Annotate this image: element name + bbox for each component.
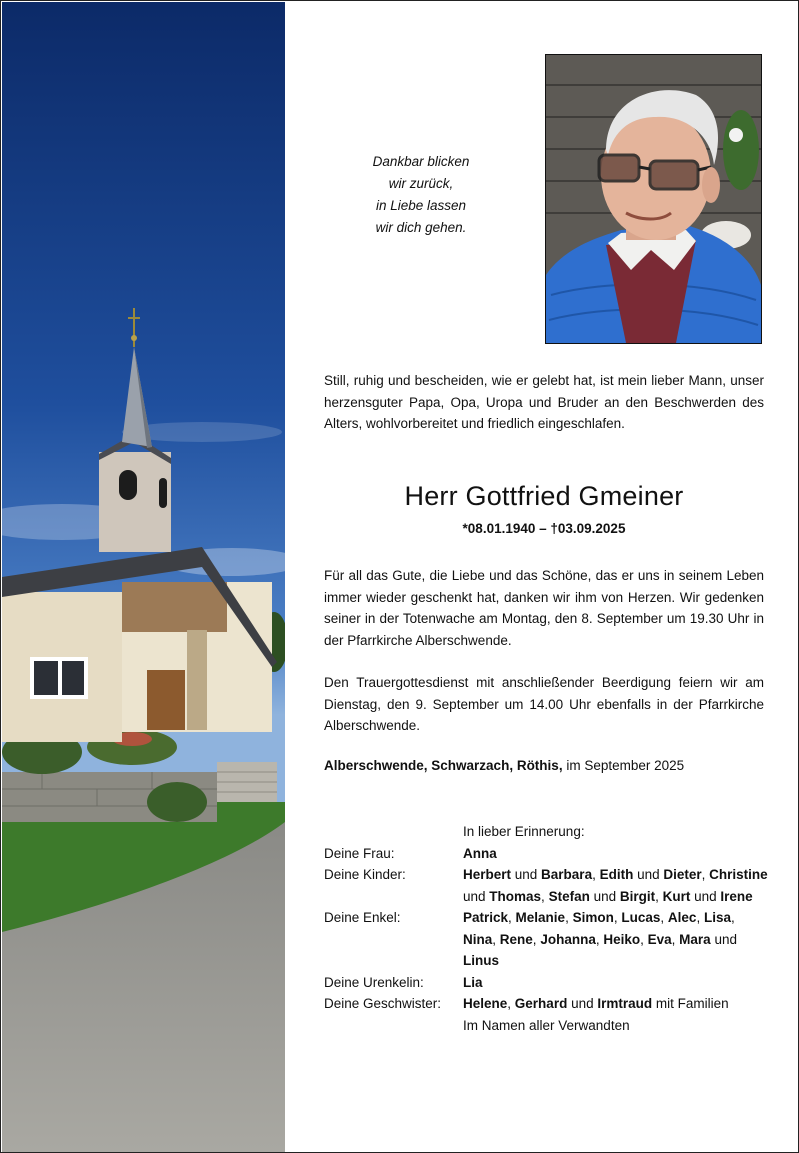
- relative-name: Stefan: [548, 888, 590, 904]
- relative-name: Barbara: [541, 867, 593, 882]
- places-names: Alberschwende, Schwarzach, Röthis,: [324, 758, 563, 773]
- relative-name: Johanna: [540, 931, 596, 947]
- relative-name: Patrick: [463, 910, 509, 925]
- funeral-paragraph: Den Trauergottesdienst mit anschließender Beerdigung feiern wir am Dienstag, den 9. September um 14.00 Uhr ebenfalls in der Pfarrkirche Alberschwende.: [324, 675, 764, 733]
- intro-text: Still, ruhig und bescheiden, wie er gelebt hat, ist mein lieber Mann, unser herzensguter Papa, Opa, Uropa und Bruder an den Beschwerden des Alters, wohlvorbereitet und friedlich eingeschlafen.: [324, 373, 764, 431]
- motto-line: wir dich gehen.: [375, 220, 467, 235]
- family-row-names: [463, 843, 769, 865]
- relative-name: Linus: [463, 953, 499, 968]
- relative-name: Herbert: [463, 867, 512, 882]
- family-row-label: Deine Urenkelin:: [324, 974, 424, 990]
- family-row: [324, 907, 769, 972]
- connector-text: ,: [592, 867, 600, 882]
- connector-text: ,: [701, 867, 710, 882]
- family-header: In lieber Erinnerung:: [463, 824, 585, 839]
- connector-text: mit Familien: [652, 996, 729, 1011]
- connector-text: ,: [671, 931, 680, 947]
- connector-text: und: [511, 867, 542, 882]
- relative-name: Birgit: [619, 888, 656, 904]
- family-list: [324, 821, 769, 1036]
- family-footer-row: [324, 1015, 769, 1037]
- connector-text: ,: [507, 996, 515, 1011]
- family-row-label: Deine Enkel:: [324, 910, 401, 925]
- connector-text: ,: [655, 888, 663, 904]
- relative-name: Mara: [679, 931, 711, 947]
- places-date: im September 2025: [562, 758, 685, 773]
- family-row-label: Deine Kinder:: [324, 867, 406, 882]
- family-row-label: Deine Frau:: [324, 845, 395, 861]
- motto-line: wir zurück,: [388, 176, 454, 191]
- relative-name: Anna: [463, 845, 497, 861]
- family-row-names: [463, 993, 769, 1015]
- family-row: [324, 993, 769, 1015]
- connector-text: ,: [508, 910, 516, 925]
- relative-name: Dieter: [663, 867, 702, 882]
- relative-name: Eva: [647, 931, 672, 947]
- relative-name: Lucas: [621, 910, 661, 925]
- motto-line: Dankbar blicken: [372, 154, 470, 169]
- relative-name: Nina: [463, 931, 493, 947]
- relative-name: Edith: [599, 867, 634, 882]
- connector-text: ,: [492, 931, 500, 947]
- family-row-names: [463, 907, 769, 972]
- relative-name: Simon: [572, 910, 614, 925]
- connector-text: und: [463, 888, 490, 904]
- connector-text: und: [567, 996, 598, 1011]
- deceased-name: Herr Gottfried Gmeiner: [404, 481, 684, 511]
- relative-name: Thomas: [489, 888, 542, 904]
- motto-line: in Liebe lassen: [375, 198, 467, 213]
- connector-text: ,: [696, 910, 704, 925]
- life-dates: *08.01.1940 – †03.09.2025: [462, 521, 626, 536]
- relative-name: Gerhard: [514, 996, 568, 1011]
- connector-text: ,: [640, 931, 648, 947]
- relative-name: Alec: [667, 910, 697, 925]
- relative-name: Irmtraud: [597, 996, 653, 1011]
- relative-name: Heiko: [603, 931, 641, 947]
- connector-text: und: [710, 931, 737, 947]
- church-photo: [2, 2, 285, 1152]
- relative-name: Helene: [463, 996, 508, 1011]
- relative-name: Rene: [499, 931, 533, 947]
- relative-name: Lisa: [703, 910, 731, 925]
- relative-name: Kurt: [662, 888, 691, 904]
- connector-text: und: [690, 888, 721, 904]
- places-line: [324, 758, 764, 773]
- family-row-names: [463, 972, 769, 994]
- relative-name: Irene: [720, 888, 753, 904]
- relative-name: Christine: [709, 867, 768, 882]
- relative-name: Melanie: [515, 910, 566, 925]
- family-row-label: Deine Geschwister:: [324, 996, 442, 1011]
- connector-text: und: [589, 888, 620, 904]
- relative-name: Lia: [463, 974, 483, 990]
- connector-text: ,: [541, 888, 549, 904]
- motto: [321, 151, 521, 239]
- connector-text: ,: [565, 910, 573, 925]
- connector-text: und: [633, 867, 664, 882]
- connector-text: ,: [660, 910, 668, 925]
- connector-text: ,: [613, 910, 622, 925]
- connector-text: ,: [730, 910, 735, 925]
- portrait-photo: [545, 54, 762, 344]
- family-row: [324, 843, 769, 865]
- family-footer: Im Namen aller Verwandten: [463, 1017, 630, 1033]
- family-row: [324, 864, 769, 907]
- family-row-names: [463, 864, 769, 907]
- connector-text: ,: [595, 931, 604, 947]
- family-row: [324, 972, 769, 994]
- vigil-paragraph: Für all das Gute, die Liebe und das Schöne, das er uns in seinem Leben immer wieder geschenkt hat, danken wir ihm von Herzen. Wir gedenken seiner in der Totenwache am Montag, den 8. September um 19.30 Uhr in der Pfarrkirche Alberschwende.: [324, 568, 764, 648]
- connector-text: ,: [532, 931, 541, 947]
- family-header-row: [324, 821, 769, 843]
